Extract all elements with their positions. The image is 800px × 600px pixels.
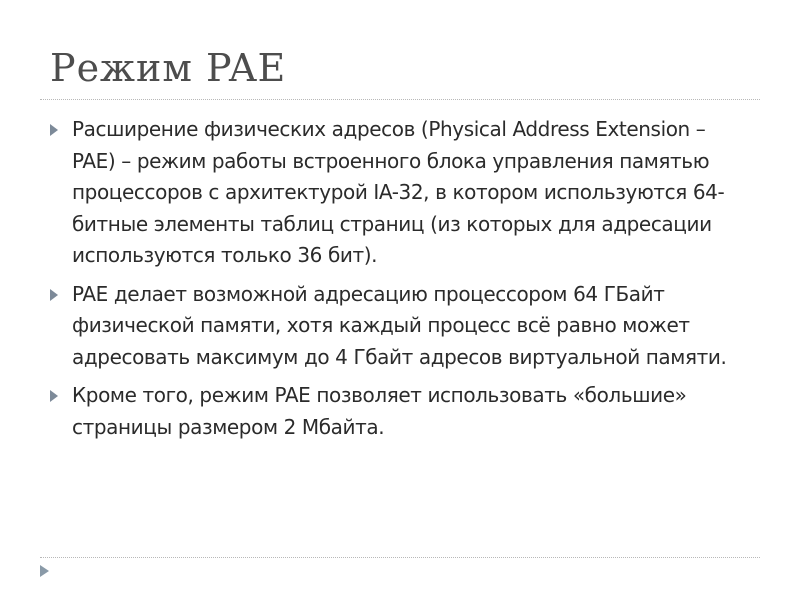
title-divider (40, 99, 760, 100)
bullet-text: Кроме того, режим PAE позволяет использовать «большие» страницы размером 2 Мбайта. (72, 383, 687, 439)
triangle-bullet-icon (50, 124, 58, 136)
footer-divider (40, 557, 760, 558)
bullet-item (48, 114, 748, 272)
slide-title: Режим PAE (50, 46, 287, 90)
triangle-bullet-icon (50, 289, 58, 301)
bullet-item (48, 279, 748, 374)
next-slide-arrow-icon[interactable] (40, 565, 49, 577)
bullet-text: PAE делает возможной адресацию процессором 64 ГБайт физической памяти, хотя каждый процесс всё равно может адресовать максимум до 4 Гбайт адресов виртуальной памяти. (72, 281, 727, 369)
bullet-text: Расширение физических адресов (Physical Address Extension – PAE) – режим работы встроенного блока управления памятью процессоров с архитектурой IA-32, в котором используются 64-битные элементы таблиц страниц (из которых для адресации используются только 36 бит). (72, 117, 725, 267)
triangle-bullet-icon (50, 390, 58, 402)
bullet-item (48, 380, 748, 443)
bullet-list (48, 114, 748, 450)
